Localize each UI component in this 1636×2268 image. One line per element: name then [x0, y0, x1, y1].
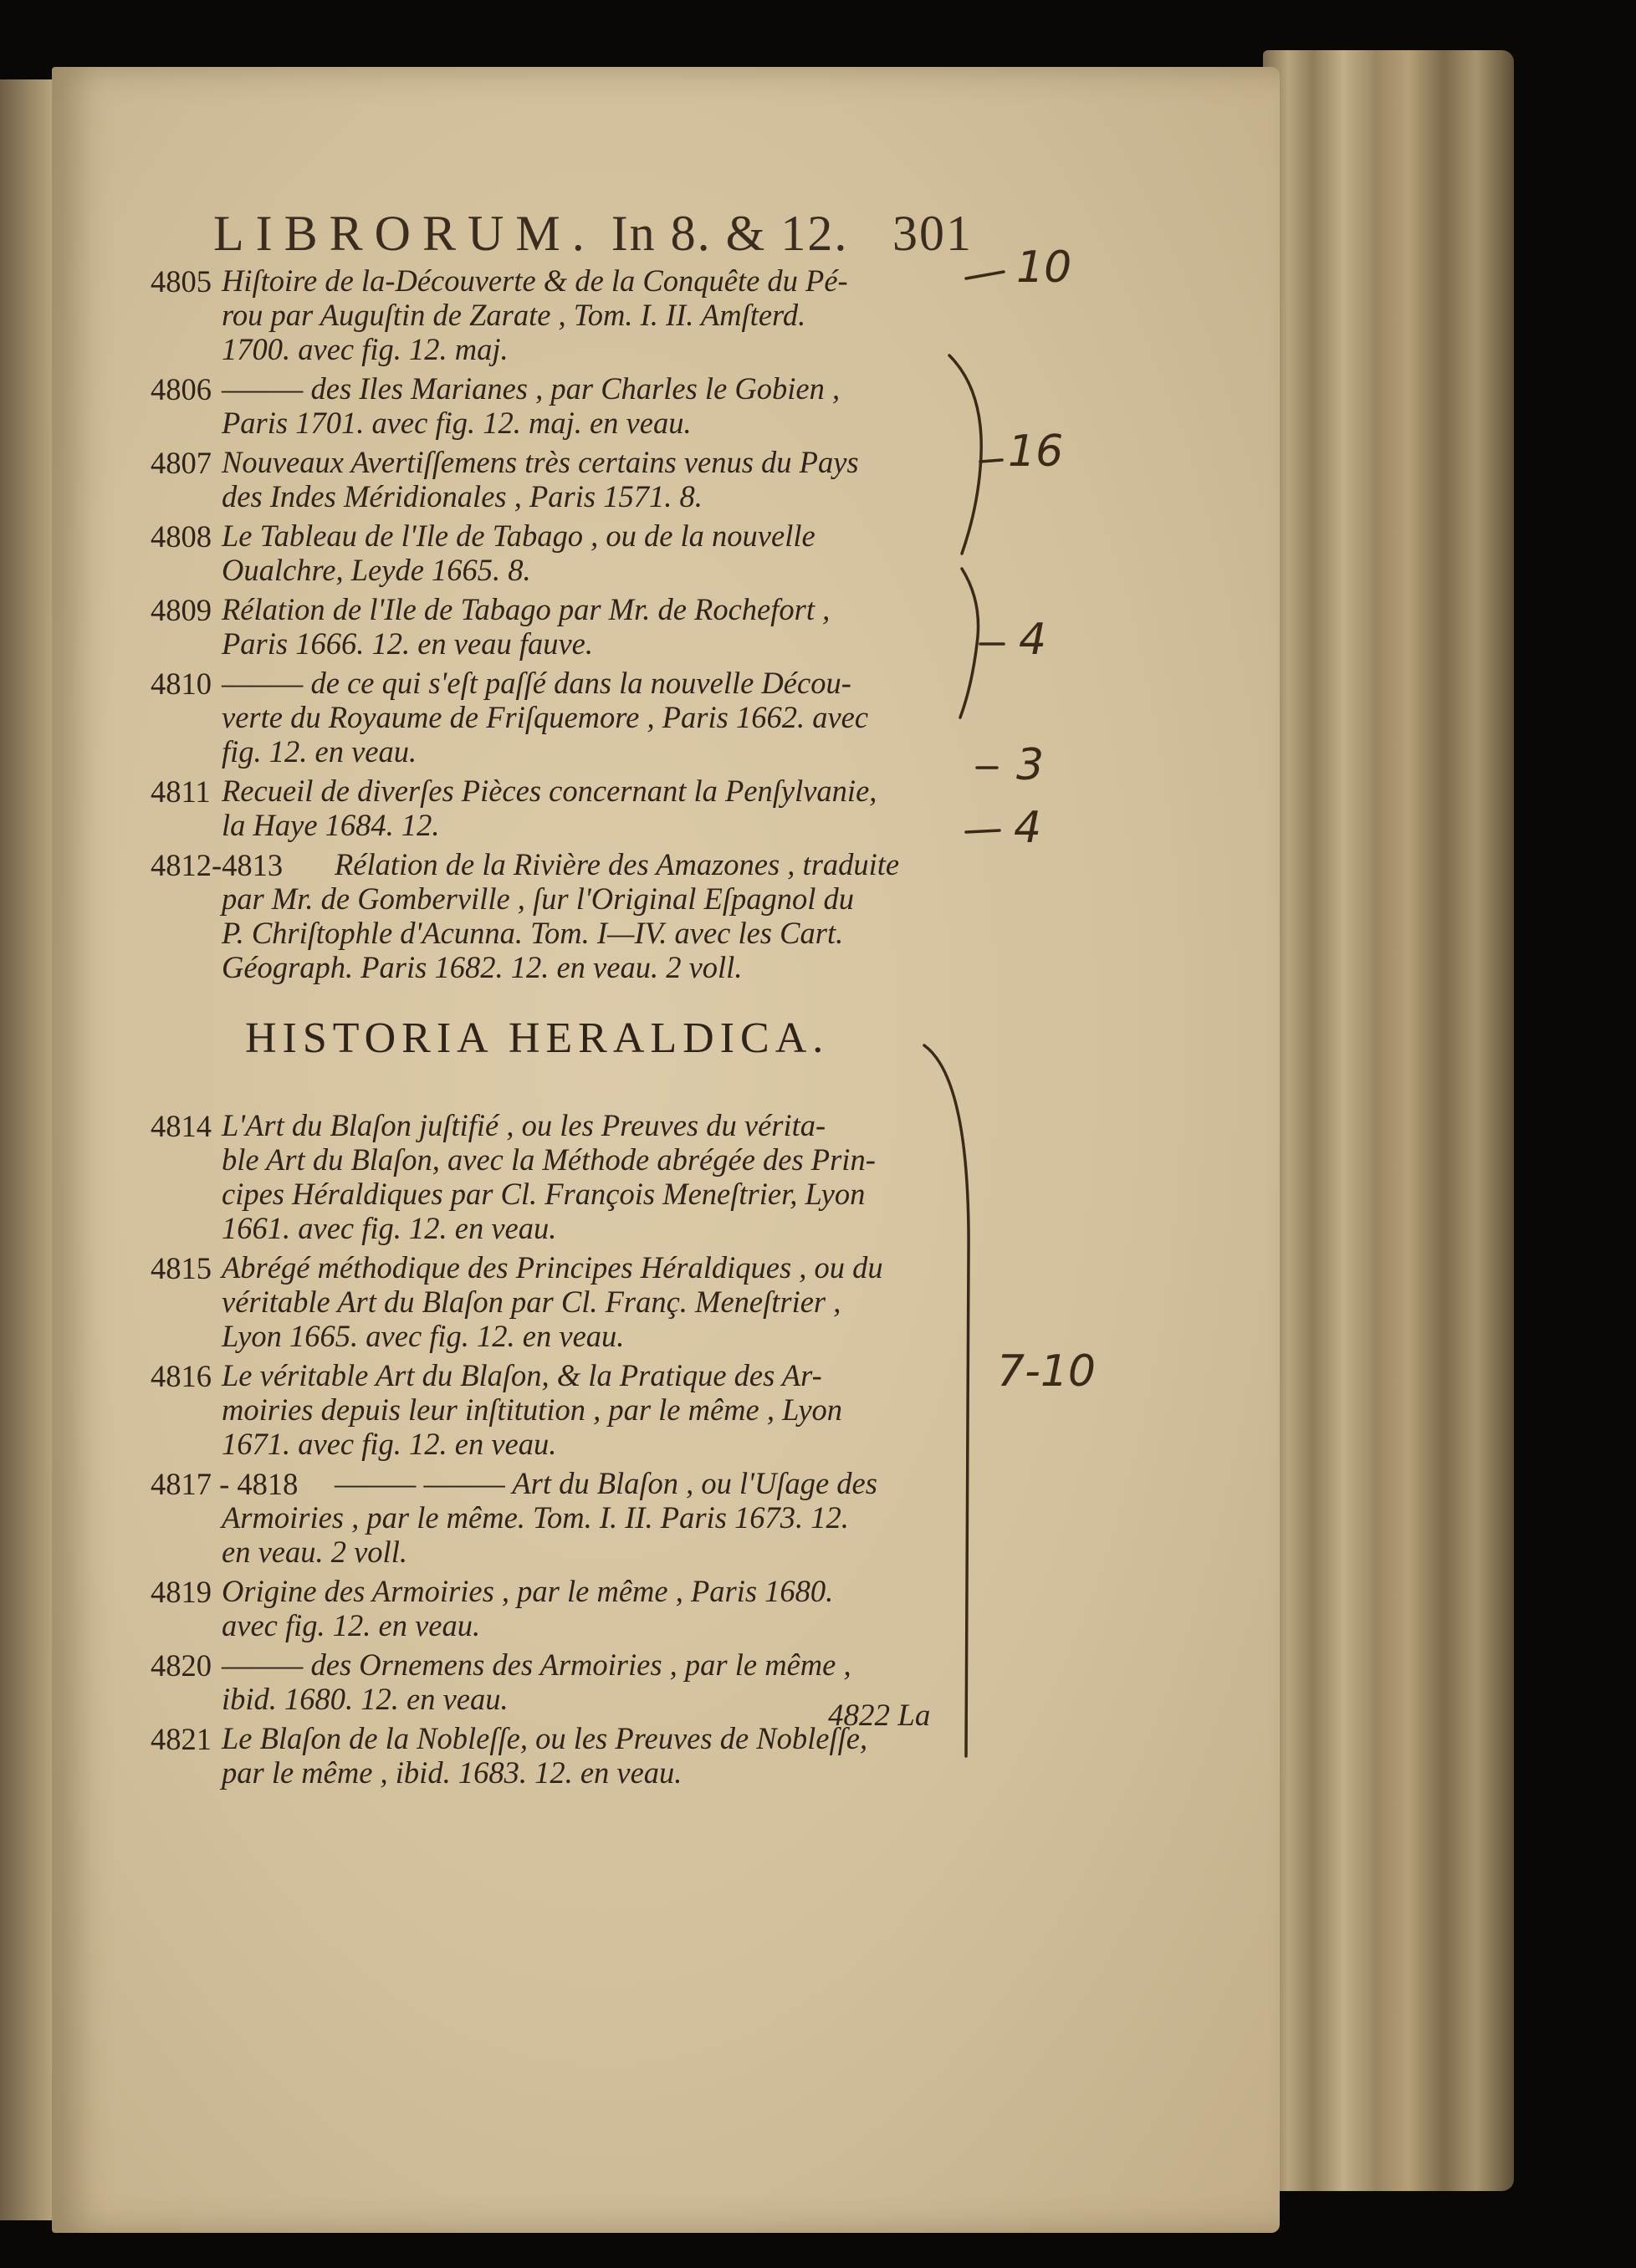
- entry-line: ——— des Iles Marianes , par Charles le Gobien ,: [222, 371, 841, 406]
- entries-voyages: [146, 263, 983, 984]
- entry-number: 4808: [151, 519, 212, 554]
- entry-number: 4815: [151, 1251, 212, 1285]
- entry-line: Origine des Armoiries , par le même , Paris 1680.: [222, 1574, 834, 1608]
- entry-line: avec fig. 12. en veau.: [222, 1608, 481, 1642]
- entry-line: ——— de ce qui s'eſt paſſé dans la nouvelle Décou-: [222, 666, 851, 700]
- running-header: [213, 205, 973, 263]
- entry-line: L'Art du Blaſon juſtifié , ou les Preuves du vérita-: [222, 1108, 826, 1142]
- entry-line: cipes Héraldiques par Cl. François Meneſtrier, Lyon: [222, 1177, 866, 1211]
- catalogue-entry: [146, 518, 983, 587]
- catalogue-entry: [146, 1250, 983, 1353]
- entry-number: 4821: [151, 1722, 212, 1756]
- catalogue-entry: [146, 666, 983, 769]
- entry-line: Le Blaſon de la Nobleſſe, ou les Preuves de Nobleſſe,: [222, 1721, 868, 1755]
- entry-number: 4819: [151, 1575, 212, 1609]
- catalogue-entry: [146, 1358, 983, 1461]
- entry-line: Rélation de l'Ile de Tabago par Mr. de Rochefort ,: [222, 592, 831, 626]
- entry-line: Paris 1701. avec fig. 12. maj. en veau.: [222, 406, 692, 440]
- entry-line: la Haye 1684. 12.: [222, 808, 440, 842]
- entry-line: Armoiries , par le même. Tom. I. II. Paris 1673. 12.: [222, 1500, 849, 1535]
- entry-line: Oualchre, Leyde 1665. 8.: [222, 553, 531, 587]
- entry-line: Lyon 1665. avec fig. 12. en veau.: [222, 1319, 625, 1353]
- catalogue-entry: [146, 445, 983, 513]
- entry-line: fig. 12. en veau.: [222, 734, 417, 769]
- section-title: HISTORIA HERALDICA.: [245, 1014, 830, 1062]
- annotation-4806-4808: 16: [1008, 427, 1064, 477]
- entry-number: 4806: [151, 372, 212, 406]
- catalogue-entry: [146, 371, 983, 440]
- catalogue-entry: [146, 774, 983, 842]
- catalogue-entry: [146, 592, 983, 661]
- entry-line: Le véritable Art du Blaſon, & la Pratique des Ar-: [222, 1358, 822, 1392]
- entry-number: 4817 - 4818: [151, 1467, 299, 1501]
- entry-line: Géograph. Paris 1682. 12. en veau. 2 voll.: [222, 950, 743, 984]
- entry-number: 4809: [151, 593, 212, 627]
- running-title: LIBRORUM.: [213, 206, 596, 261]
- previous-page-edge: [0, 79, 52, 2220]
- entries-heraldry: [146, 1108, 983, 1790]
- entry-number: 4811: [151, 774, 211, 809]
- catalogue-entry: [146, 1574, 983, 1642]
- format-label: In 8. & 12.: [611, 206, 849, 261]
- entry-line: Nouveaux Avertiſſemens très certains venus du Pays: [222, 445, 859, 479]
- page-stack-edge: [1263, 50, 1514, 2191]
- entry-line: Rélation de la Rivière des Amazones , traduite: [335, 847, 900, 881]
- entry-line: Hiſtoire de la-Découverte & de la Conquête du Pé-: [222, 263, 848, 298]
- catalogue-body: [146, 263, 983, 1795]
- entry-line: Abrégé méthodique des Principes Héraldiques , ou du: [222, 1250, 883, 1285]
- entry-line: véritable Art du Blaſon par Cl. Franç. Meneſtrier ,: [222, 1285, 841, 1319]
- entry-line: ——— des Ornemens des Armoiries , par le même ,: [222, 1647, 851, 1682]
- catalogue-entry: [146, 263, 983, 366]
- entry-number: 4820: [151, 1648, 212, 1683]
- entry-line: Recueil de diverſes Pièces concernant la Penſylvanie,: [222, 774, 877, 808]
- entry-number: 4807: [151, 446, 212, 480]
- entry-line: 1671. avec fig. 12. en veau.: [222, 1427, 557, 1461]
- entry-line: verte du Royaume de Friſquemore , Paris 1662. avec: [222, 700, 869, 734]
- entry-line: par le même , ibid. 1683. 12. en veau.: [222, 1755, 683, 1790]
- annotation-4809-4810: 4: [1019, 615, 1047, 665]
- entry-number: 4812-4813: [151, 848, 284, 882]
- entry-line: ——— ——— Art du Blaſon , ou l'Uſage des: [335, 1466, 877, 1500]
- entry-number: 4810: [151, 667, 212, 701]
- entry-line: 1700. avec fig. 12. maj.: [222, 332, 509, 366]
- entry-line: par Mr. de Gomberville , ſur l'Original Eſpagnol du: [222, 881, 855, 916]
- entry-line: Le Tableau de l'Ile de Tabago , ou de la nouvelle: [222, 518, 815, 553]
- entry-line: ble Art du Blaſon, avec la Méthode abrégée des Prin-: [222, 1142, 876, 1177]
- entry-line: P. Chriſtophle d'Acunna. Tom. I—IV. avec les Cart.: [222, 916, 844, 950]
- page-number: 301: [892, 206, 973, 261]
- entry-line: moiries depuis leur inſtitution , par le même , Lyon: [222, 1392, 843, 1427]
- entry-line: Paris 1666. 12. en veau fauve.: [222, 626, 593, 661]
- entry-number: 4805: [151, 264, 212, 299]
- annotation-4812-4813: 4: [1014, 803, 1042, 853]
- catalogue-entry: [146, 847, 983, 984]
- annotation-4814-4821: 7-10: [997, 1346, 1097, 1397]
- annotation-4805: 10: [1016, 243, 1072, 293]
- entry-line: ibid. 1680. 12. en veau.: [222, 1682, 509, 1716]
- annotation-4811: 3: [1016, 740, 1045, 790]
- entry-line: 1661. avec fig. 12. en veau.: [222, 1211, 557, 1245]
- catalogue-entry: [146, 1108, 983, 1245]
- entry-number: 4816: [151, 1359, 212, 1393]
- catalogue-entry: [146, 1466, 983, 1569]
- entry-line: des Indes Méridionales , Paris 1571. 8.: [222, 479, 703, 513]
- catchword: 4822 La: [828, 1698, 931, 1733]
- entry-line: en veau. 2 voll.: [222, 1535, 407, 1569]
- entry-number: 4814: [151, 1109, 212, 1143]
- entry-line: rou par Auguſtin de Zarate , Tom. I. II. Amſterd.: [222, 298, 806, 332]
